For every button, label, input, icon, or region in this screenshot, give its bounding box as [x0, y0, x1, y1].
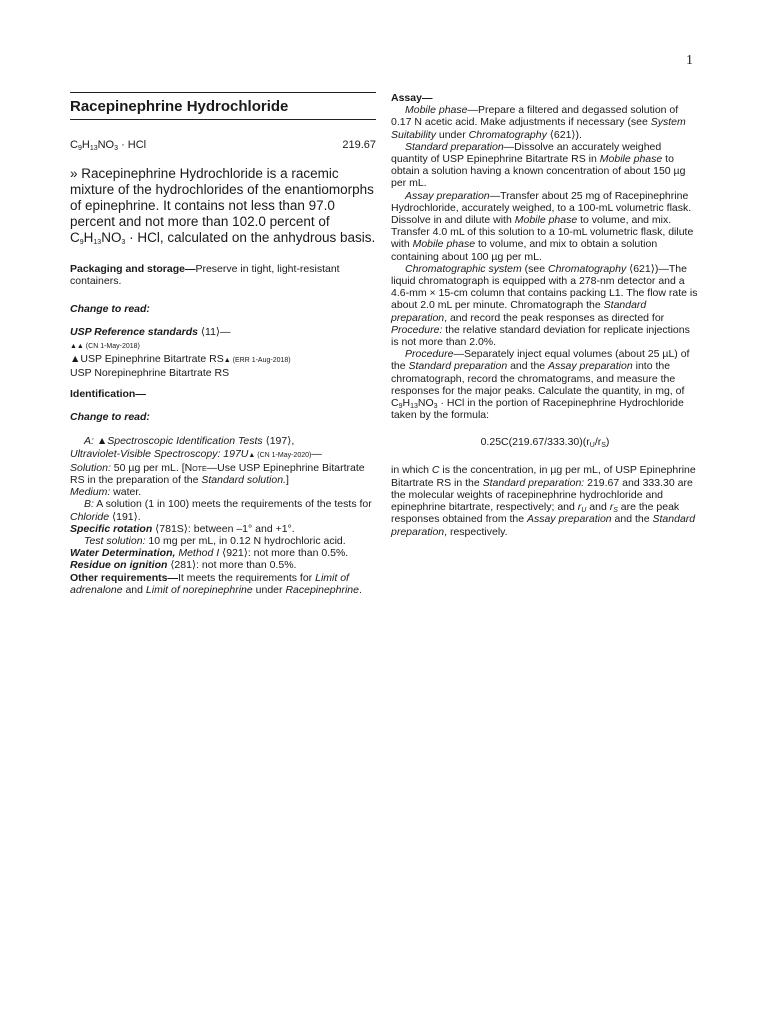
standard-preparation-paragraph: Standard preparation—Dissolve an accurately weighed quantity of USP Epinephrine Bitartrate RS in Mobile phase to obtain a solution having a known concentration of about 150 µg per mL. [391, 140, 686, 190]
page-number: 1 [686, 53, 693, 68]
formula-row [70, 139, 376, 151]
other-requirements: Other requirements—It meets the requirements for Limit of adrenalone and Limit of norepinephrine under Racepinephrine. [70, 571, 362, 596]
left-column [70, 92, 376, 596]
usp-reference-standards: USP Reference standards ⟨11⟩— [70, 326, 231, 339]
mobile-phase-paragraph: Mobile phase—Prepare a filtered and degassed solution of 0.17 N acetic acid. Make adjustments if necessary (see System Suitability under Chromatography ⟨621⟩). [391, 104, 686, 141]
test-solution: Test solution: 10 mg per mL, in 0.12 N hydrochloric acid. [84, 535, 346, 548]
title-rule [70, 92, 376, 93]
assay-formula: $0.25C(219.67/333.30)(r_U/r_S)$ [480, 436, 610, 450]
intro-paragraph: » Racepinephrine Hydrochloride is a racemic mixture of the hydrochlorides of the enantiomorphs of epinephrine. It contains not less than 97.0 percent and not more than 102.0 percent of $C_9H_{13}NO_3$ · HCl, calculated on the anhydrous basis. [70, 166, 376, 246]
procedure-paragraph: Procedure—Separately inject equal volumes (about 25 µL) of the Standard preparation and the Assay preparation into the chromatograph, record the chromatograms, and measure the responses for the major peaks. Calculate the quantity, in mg, of $C_9H_{13}NO_3$ · HCl in the portion of Racepinephrine Hydrochloride taken by the formula: [391, 348, 690, 422]
assay-heading: Assay— [391, 92, 433, 104]
reference-standard-item: ▲USP Epinephrine Bitartrate RS▲ (ERR 1-Aug-2018) [70, 352, 291, 365]
residue-on-ignition: Residue on ignition ⟨281⟩: not more than 0.5%. [70, 559, 297, 572]
molecular-weight: 219.67 [342, 139, 376, 151]
right-column [391, 92, 699, 538]
identification-heading: Identification— [70, 388, 146, 401]
change-to-read-note: Change to read: [70, 303, 150, 316]
reference-standard-item: USP Norepinephrine Bitartrate RS [70, 367, 230, 380]
monograph-title: Racepinephrine Hydrochloride [70, 98, 376, 120]
identification-test-b: B: A solution (1 in 100) meets the requirements of the tests for Chloride ⟨191⟩. [70, 498, 372, 523]
assay-preparation-paragraph: Assay preparation—Transfer about 25 mg of Racepinephrine Hydrochloride, accurately weighed, to a 100-mL volumetric flask. Dissolve in and dilute with Mobile phase to volume, and mix. Transfer 4.0 mL of this solution to a 10-mL volumetric flask, dilute with Mobile phase to volume, and mix to obtain a solution containing about 100 µg per mL. [391, 189, 694, 263]
change-to-read-note: Change to read: [70, 411, 150, 424]
molecular-formula: $C_9H_{13}NO_3$ · HCl [70, 139, 147, 152]
formula-explanation: in which C is the concentration, in µg per mL, of USP Epinephrine Bitartrate RS in the Standard preparation: 219.67 and 333.30 are the molecular weights of racepinephrine hydrochloride and epinephrine bitartrate, respectively; and $r_U$ and $r_S$ are the peak responses obtained from the Assay preparation and the Standard preparation, respectively. [391, 464, 696, 538]
chromatographic-system-paragraph: Chromatographic system (see Chromatography ⟨621⟩)—The liquid chromatograph is equipped with a 278-nm detector and a 4.6-mm × 15-cm column that contains packing L1. The flow rate is about 2.0 mL per minute. Chromatograph the Standard preparation, and record the peak responses as directed for Procedure: the relative standard deviation for replicate injections is not more than 2.0%. [391, 262, 698, 349]
packaging-storage: Packaging and storage—Preserve in tight, light-resistant containers. [70, 263, 340, 288]
specific-rotation: Specific rotation ⟨781S⟩: between –1° and +1°. [70, 522, 295, 535]
revision-mark-line: ▲▲ (CN 1-May-2018) [70, 342, 140, 350]
identification-test-a: A: ▲Spectroscopic Identification Tests ⟨197⟩, Ultraviolet-Visible Spectroscopy: 197U▲ (CN 1-May-2020)— Solution: 50 µg per mL. [Note—Use USP Epinephrine Bitartrate RS in the preparation of the Standard solution.] Medium: water. [70, 435, 365, 499]
water-determination: Water Determination, Method I ⟨921⟩: not more than 0.5%. [70, 547, 349, 560]
